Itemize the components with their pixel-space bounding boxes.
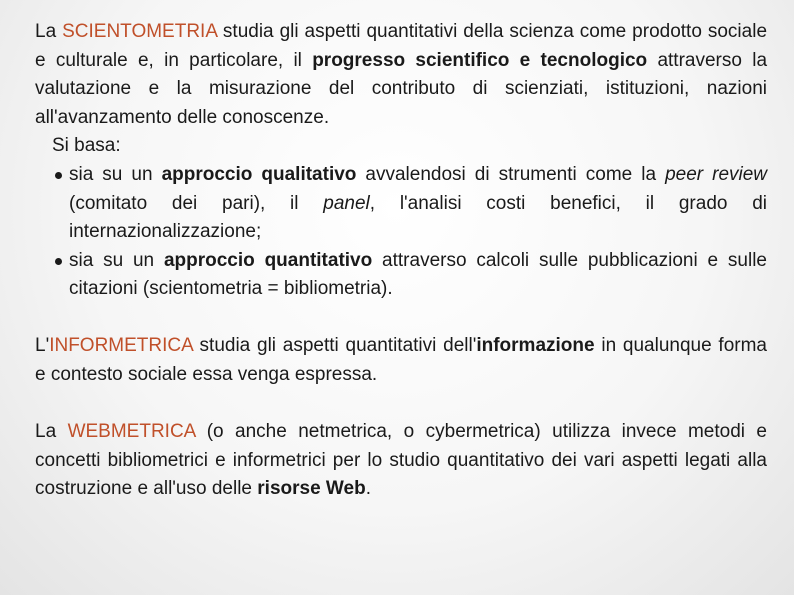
- text-run: La: [35, 421, 68, 443]
- text-run: studia gli aspetti quantitativi dell': [192, 334, 477, 356]
- text-run: La: [35, 21, 63, 42]
- text-run: studia gli aspetti quantitativi della scienza come prodotto sociale e culturale e, in particolare, il: [35, 21, 768, 71]
- bold-term: informazione: [476, 334, 595, 356]
- text-run: , l'analisi costi benefici, il grado di internazionalizzazione;: [69, 192, 768, 243]
- text-run: in qualunque forma e contesto sociale essa venga espressa.: [35, 334, 767, 385]
- approaches-list: [35, 161, 767, 304]
- webmetrica-term: WEBMETRICA: [67, 421, 196, 443]
- bullet-dot-icon: [55, 258, 62, 265]
- si-basa-label: Si basa:: [52, 135, 121, 157]
- bold-term: approccio quantitativo: [163, 249, 373, 271]
- text-run: (o anche netmetrica, o cybermetrica) utilizza invece metodi e concetti bibliometrici e informetrici per lo studio quantitativo dei vari aspetti legati alla costruzione e all'uso delle: [35, 421, 767, 500]
- webmetrica-paragraph: [35, 418, 767, 504]
- bullet-dot-icon: [55, 172, 62, 179]
- text-run: (comitato dei pari), il: [69, 192, 324, 214]
- spacer: [35, 389, 767, 418]
- spacer: [35, 304, 767, 332]
- scientometria-term: SCIENTOMETRIA: [62, 21, 217, 42]
- text-run: sia su un: [69, 249, 164, 271]
- list-item: [35, 247, 767, 304]
- text-run: attraverso calcoli sulle pubblicazioni e sulle citazioni (scientometria = bibliometria).: [69, 249, 767, 300]
- text-run: L': [35, 334, 50, 356]
- bold-term: progresso scientifico e tecnologico: [312, 49, 648, 71]
- bold-term: approccio qualitativo: [161, 163, 357, 185]
- text-run: attraverso la valutazione e la misurazione del contributo di scienziati, istituzioni, nazioni all'avanzamento delle conoscenze.: [35, 49, 768, 128]
- slide-body: [35, 18, 767, 504]
- italic-term: peer review: [665, 163, 768, 185]
- informetrica-term: INFORMETRICA: [49, 334, 193, 356]
- bold-term: risorse Web: [257, 478, 366, 500]
- text-run: sia su un: [69, 163, 162, 185]
- list-item: [35, 161, 767, 247]
- informetrica-paragraph: [35, 332, 767, 389]
- text-run: avvalendosi di strumenti come la: [356, 163, 666, 185]
- text-run: .: [365, 478, 371, 500]
- italic-term: panel: [323, 192, 370, 214]
- scientometria-paragraph: [35, 18, 767, 132]
